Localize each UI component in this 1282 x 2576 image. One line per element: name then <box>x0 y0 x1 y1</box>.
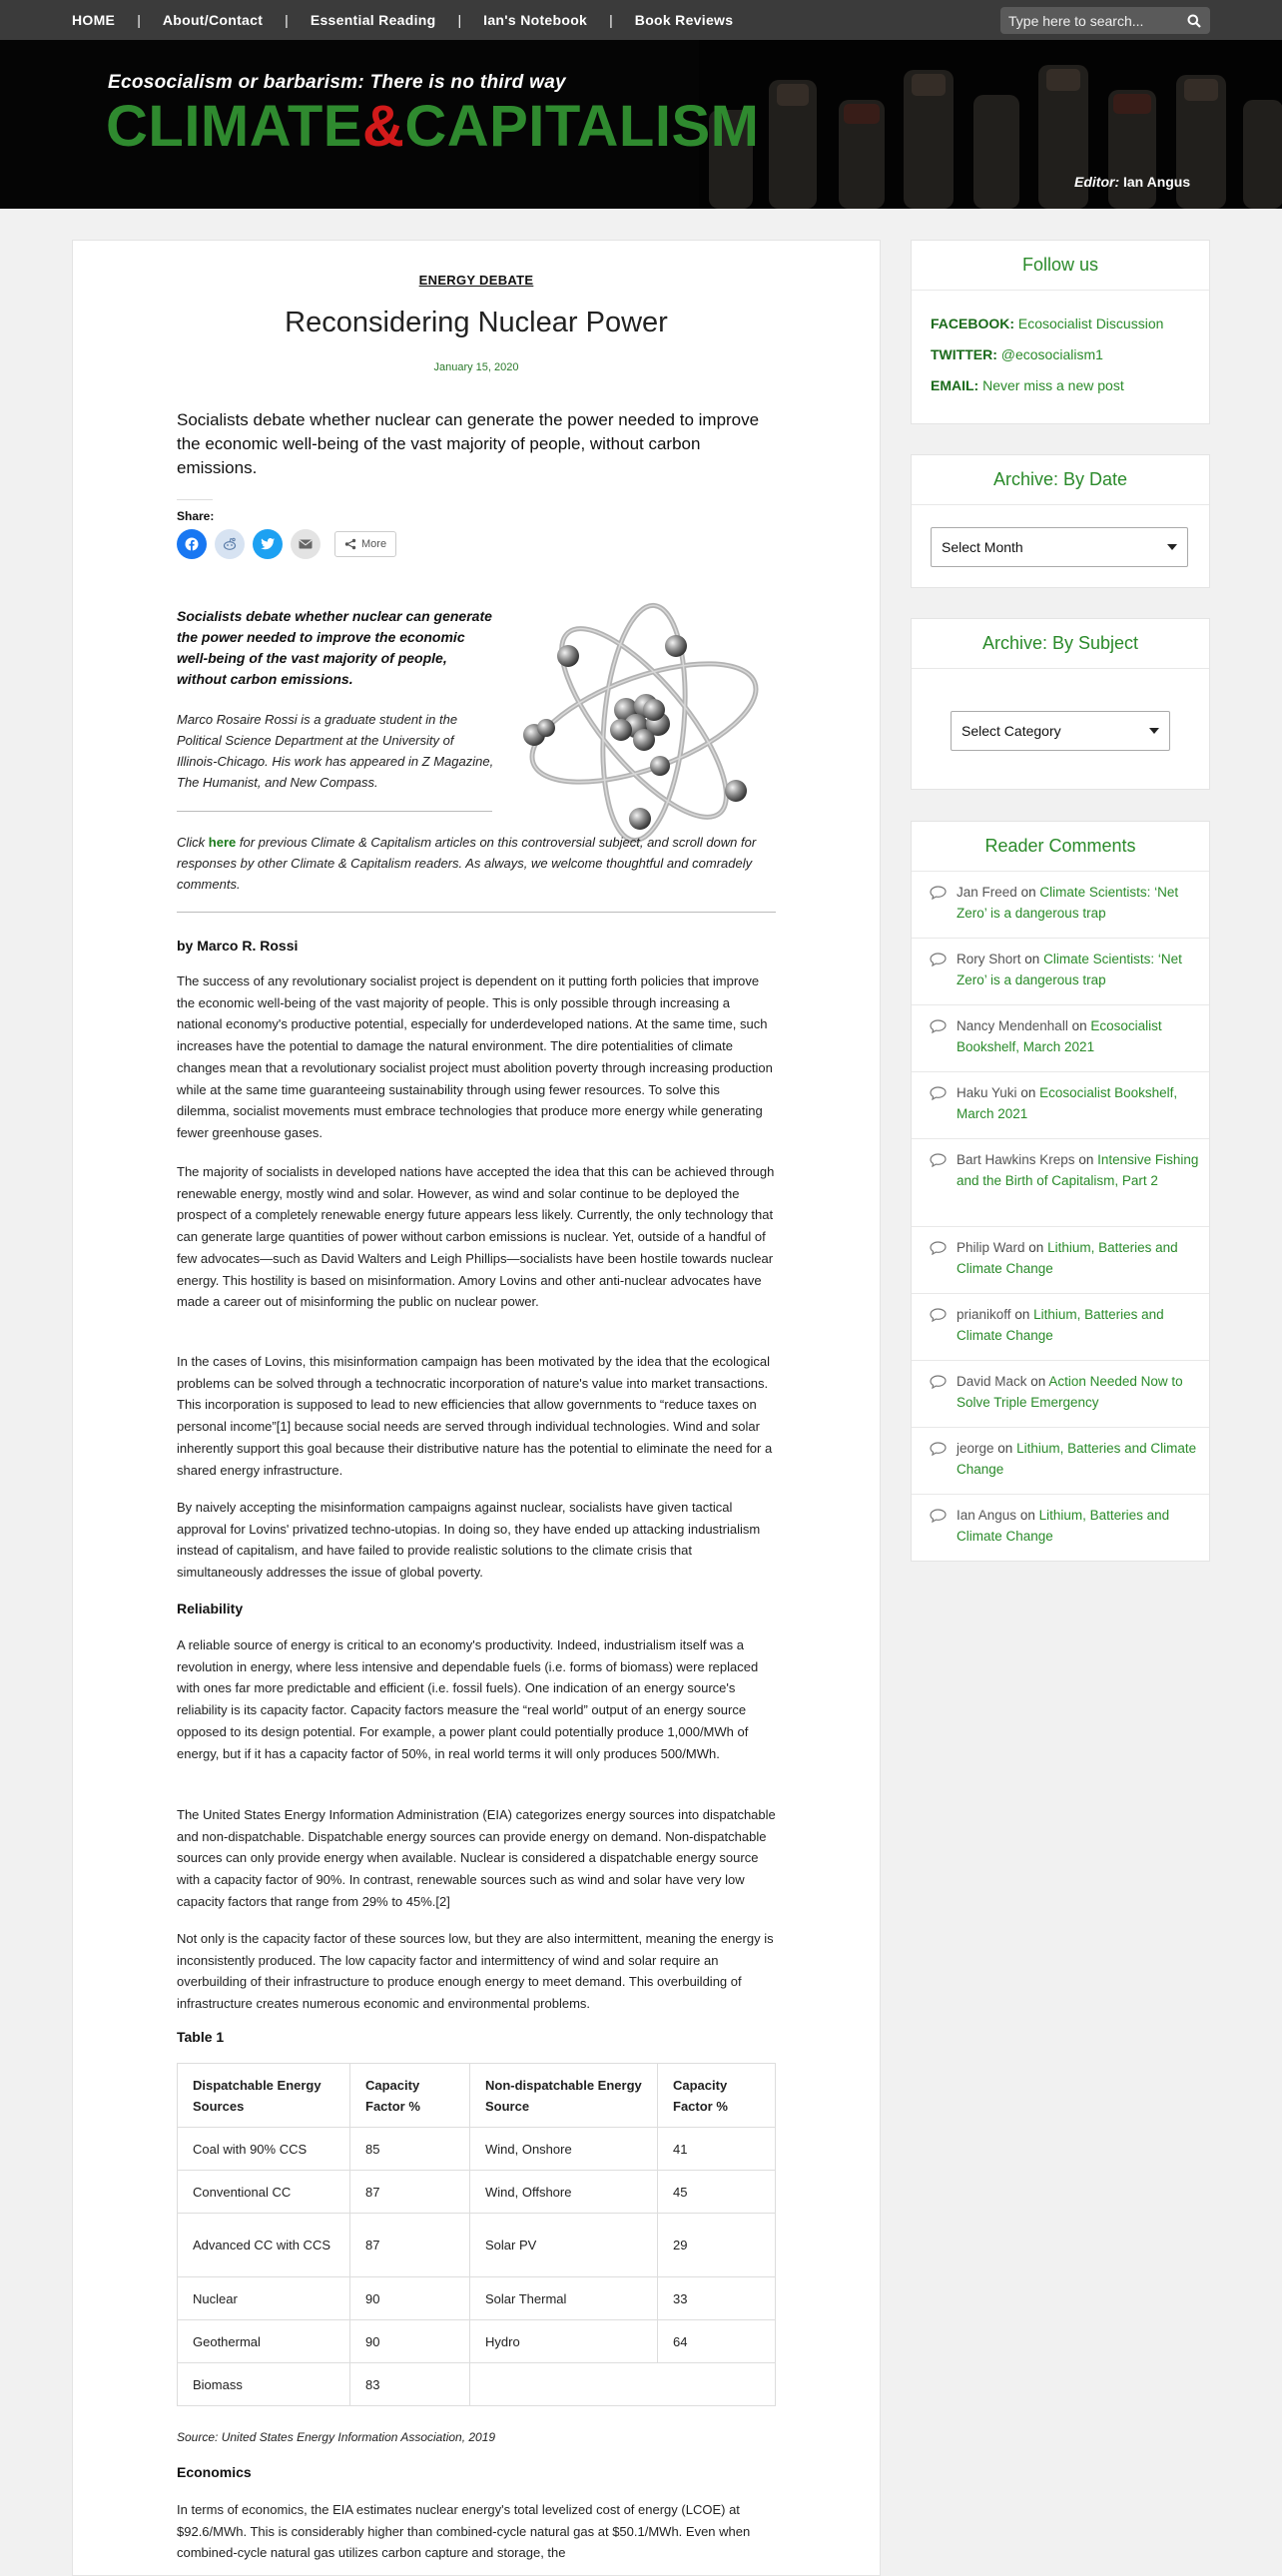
table-header-cell: Dispatchable Energy Sources <box>178 2064 350 2128</box>
article-date[interactable]: January 15, 2020 <box>433 361 519 373</box>
share-facebook-button[interactable] <box>177 529 207 559</box>
follow-links <box>912 291 1209 419</box>
comment-on-word: on <box>1020 885 1036 900</box>
comment-on-word: on <box>1014 1307 1030 1322</box>
comment-author: Nancy Mendenhall <box>957 1018 1068 1033</box>
comment-item <box>912 939 1209 1005</box>
editor-name: Ian Angus <box>1123 174 1191 190</box>
comment-author: Bart Hawkins Kreps <box>957 1152 1075 1167</box>
follow-email-label: EMAIL: <box>931 377 979 393</box>
comment-author: jeorge <box>957 1441 994 1456</box>
widget-title-archive-date: Archive: By Date <box>912 455 1209 505</box>
comment-on-word: on <box>1071 1018 1087 1033</box>
table-cell: Coal with 90% CCS <box>178 2128 350 2171</box>
paragraph-8: In terms of economics, the EIA estimates nuclear energy's total levelized cost of energy (LCOE) at $92.6/MWh. This is considerably higher than combined-cycle natural gas at $50.1/MWh. Even when combined-cycle natural gas utilizes carbon capture and storage, the <box>177 2502 751 2561</box>
follow-facebook <box>931 309 1190 339</box>
table-cell: Nuclear <box>178 2277 350 2320</box>
comment-bubble-icon <box>930 1509 947 1523</box>
comment-author: Philip Ward <box>957 1240 1025 1255</box>
table-cell: Solar Thermal <box>470 2277 658 2320</box>
intro-summary: Socialists debate whether nuclear can generate the power needed to improve the economic well-being of the vast majority of people, without carbon emissions. <box>177 608 492 687</box>
table-row <box>178 2128 776 2171</box>
category-select[interactable] <box>951 711 1170 751</box>
site-tagline: Ecosocialism or barbarism: There is no third way <box>108 72 566 93</box>
comment-author: Jan Freed <box>957 885 1017 900</box>
comment-post-link[interactable]: Climate Scientists: ‘Net Zero’ is a dangerous trap <box>957 952 1182 987</box>
chevron-down-icon <box>1149 728 1159 734</box>
comment-bubble-icon <box>930 1153 947 1167</box>
comment-post-link[interactable]: Intensive Fishing and the Birth of Capitalism, Part 2 <box>957 1152 1199 1188</box>
intro-divider <box>177 912 776 913</box>
follow-us-widget <box>911 240 1210 424</box>
table-row <box>178 2320 776 2363</box>
search-icon <box>1187 14 1201 28</box>
note-text-after: for previous Climate & Capitalism articles on this controversial subject, and scroll down for responses by other Climate & Capitalism readers. As always, we welcome thoughtful and comradely comments. <box>177 835 757 892</box>
table-header-cell: Capacity Factor % <box>658 2064 776 2128</box>
comment-post-link[interactable]: Action Needed Now to Solve Triple Emergency <box>957 1374 1183 1410</box>
share-email-button[interactable] <box>291 529 320 559</box>
table-header-cell: Non-dispatchable Energy Source <box>470 2064 658 2128</box>
table-cell: Advanced CC with CCS <box>178 2214 350 2277</box>
table-cell: 33 <box>658 2277 776 2320</box>
archive-by-subject-widget <box>911 618 1210 790</box>
bio-divider <box>177 811 492 812</box>
nav-separator: | <box>609 12 613 28</box>
comment-post-link[interactable]: Lithium, Batteries and Climate Change <box>957 1307 1164 1343</box>
nav-ians-notebook[interactable]: Ian's Notebook <box>483 12 588 28</box>
nav-book-reviews[interactable]: Book Reviews <box>634 12 734 28</box>
comment-item <box>912 872 1209 939</box>
paragraph-3: In the cases of Lovins, this misinformation campaign has been motivated by the idea that the ecological problems can be solved through a technocratic incorporation of nature's value into market transactions. This incorporation is supposed to lead to new efficiencies that allow governments to “reduce taxes on personal income”[1] because social needs are served through individual technologies. Wind and solar inherently support this goal because their distributive nature has the potential to eliminate the need for a shared energy infrastructure. <box>177 1354 773 1478</box>
comment-on-word: on <box>1019 1508 1035 1523</box>
paragraph-7: Not only is the capacity factor of these sources low, but they are also intermittent, meaning the energy is inconsistently produced. The low capacity factor and intermittency of wind and solar require an overbuilding of their infrastructure to produce enough energy to meet demand. This overbuilding of infrastructure creates numerous economic and environmental problems. <box>177 1931 774 2012</box>
share-reddit-button[interactable] <box>215 529 245 559</box>
nav-essential-reading[interactable]: Essential Reading <box>310 12 436 28</box>
chevron-down-icon <box>1167 544 1177 550</box>
table-cell: 83 <box>350 2363 470 2406</box>
comment-post-link[interactable]: Lithium, Batteries and Climate Change <box>957 1441 1197 1477</box>
comment-item <box>912 1227 1209 1294</box>
article-title: Reconsidering Nuclear Power <box>285 307 668 338</box>
share-more-button[interactable] <box>334 531 396 557</box>
table-cell: Conventional CC <box>178 2171 350 2214</box>
nav-home[interactable]: HOME <box>72 12 116 28</box>
comment-bubble-icon <box>930 1375 947 1389</box>
nav-separator: | <box>285 12 289 28</box>
follow-facebook-label: FACEBOOK: <box>931 316 1014 331</box>
month-select-value: Select Month <box>942 539 1023 555</box>
table-cell: Wind, Onshore <box>470 2128 658 2171</box>
capacity-factor-table <box>177 2063 776 2406</box>
comment-bubble-icon <box>930 1241 947 1255</box>
comment-item <box>912 1005 1209 1072</box>
comment-bubble-icon <box>930 1086 947 1100</box>
share-twitter-button[interactable] <box>253 529 283 559</box>
note-text-before: Click <box>177 835 209 850</box>
table-header-row <box>178 2064 776 2128</box>
article-category-link[interactable]: ENERGY DEBATE <box>418 273 534 288</box>
table-source: Source: United States Energy Information Association, 2019 <box>177 2430 496 2444</box>
follow-email <box>931 370 1190 401</box>
comment-bubble-icon <box>930 1019 947 1033</box>
logo-word-climate: CLIMATE <box>106 94 362 159</box>
comment-on-word: on <box>1078 1152 1094 1167</box>
reader-comments-widget <box>911 821 1210 1562</box>
comment-item <box>912 1294 1209 1361</box>
heading-economics: Economics <box>177 2464 252 2480</box>
main-menu <box>72 0 733 40</box>
table-cell: 90 <box>350 2320 470 2363</box>
paragraph-1: The success of any revolutionary socialist project is dependent on it putting forth policies that improve the economic well-being of the vast majority of people. This is only possible through increasing a national economy's productive potential, especially for underdeveloped nations. At the same time, such increases have the potential to damage the natural environment. The dire potentialities of climate changes mean that a revolutionary socialist project must abolition poverty through increasing production while at the same time guaranteeing sustainability through using fewer resources. To solve this dilemma, socialist movements must embrace technologies that produce more energy while generating fewer greenhouse gases. <box>177 973 773 1140</box>
comment-on-word: on <box>1024 952 1040 966</box>
table-cell: 64 <box>658 2320 776 2363</box>
follow-twitter-label: TWITTER: <box>931 346 997 362</box>
top-navigation <box>0 0 1282 40</box>
widget-title-archive-subject: Archive: By Subject <box>912 619 1209 669</box>
comment-item <box>912 1361 1209 1428</box>
comment-item <box>912 1139 1209 1227</box>
heading-reliability: Reliability <box>177 1601 244 1616</box>
comment-on-word: on <box>1030 1374 1046 1389</box>
share-label: Share: <box>177 509 215 523</box>
comment-bubble-icon <box>930 953 947 966</box>
paragraph-5: A reliable source of energy is critical to an economy's productivity. Indeed, industrialism itself was a revolution in energy, where less intensive and dependable fuels (i.e. forms of biomass) were replaced with ones far more predictable and efficient (i.e. fossil fuels). One indication of an energy source's reliability is its capacity factor. Capacity factors measure the “real world” output of an energy source opposed to its design potential. For example, a power plant could potentially produce 1,000/MWh of energy, but if it has a capacity factor of 50%, in real world terms it will only produces 500/MWh. <box>177 1637 759 1761</box>
paragraph-6: The United States Energy Information Administration (EIA) categorizes energy sources into dispatchable and non-dispatchable. Dispatchable energy sources can provide energy on demand. Non-dispatchable sources can only provide energy when available. Nuclear is considered a dispatchable energy source with a capacity factor of 90%. In contrast, renewable sources such as wind and solar have very low capacity factors that range from 29% to 45%.[2] <box>177 1807 776 1909</box>
share-more-label: More <box>361 538 387 550</box>
comment-post-link[interactable]: Ecosocialist Bookshelf, March 2021 <box>957 1018 1162 1054</box>
share-icon <box>344 538 356 550</box>
comment-author: Rory Short <box>957 952 1021 966</box>
follow-twitter <box>931 339 1190 370</box>
twitter-icon <box>261 538 275 550</box>
search-button[interactable] <box>1178 7 1210 34</box>
table-row <box>178 2363 776 2406</box>
comment-post-link[interactable]: Lithium, Batteries and Climate Change <box>957 1508 1170 1544</box>
table-cell: 87 <box>350 2171 470 2214</box>
search-box <box>1000 7 1210 34</box>
comment-author: David Mack <box>957 1374 1027 1389</box>
previous-articles-note <box>177 832 776 895</box>
author-bio: Marco Rosaire Rossi is a graduate student in the Political Science Department at the University of Illinois-Chicago. His work has appeared in Z Magazine, The Humanist, and New Compass. <box>177 712 494 790</box>
table-row <box>178 2214 776 2277</box>
table-cell: Solar PV <box>470 2214 658 2277</box>
search-input[interactable] <box>1008 7 1178 34</box>
table-cell: Wind, Offshore <box>470 2171 658 2214</box>
table-title: Table 1 <box>177 2029 225 2045</box>
comment-on-word: on <box>1028 1240 1044 1255</box>
comment-bubble-icon <box>930 1442 947 1456</box>
article-byline: by Marco R. Rossi <box>177 938 299 954</box>
table-row <box>178 2171 776 2214</box>
comment-bubble-icon <box>930 886 947 900</box>
comment-post-link[interactable]: Climate Scientists: ‘Net Zero’ is a dangerous trap <box>957 885 1179 921</box>
table-cell: Geothermal <box>178 2320 350 2363</box>
follow-email-link[interactable]: Never miss a new post <box>982 377 1124 393</box>
paragraph-4: By naively accepting the misinformation campaigns against nuclear, socialists have given tactical approval for Lovins' privatized techno-utopias. In doing so, they have ended up attacking industrialism instead of capitalism, and have failed to provide realistic solutions to the climate crisis that simultaneously addresses the issue of global poverty. <box>177 1500 761 1581</box>
reddit-icon <box>222 536 238 552</box>
follow-twitter-link[interactable]: @ecosocialism1 <box>1000 346 1103 362</box>
comment-author: Ian Angus <box>957 1508 1017 1523</box>
comment-bubble-icon <box>930 1308 947 1322</box>
article-container <box>72 240 881 2576</box>
table-row <box>178 2277 776 2320</box>
comment-list <box>912 872 1209 1562</box>
nav-separator: | <box>137 12 141 28</box>
table-cell: 29 <box>658 2214 776 2277</box>
table-cell: 45 <box>658 2171 776 2214</box>
logo-word-capitalism: CAPITALISM <box>404 94 760 159</box>
comment-author: prianikoff <box>957 1307 1011 1322</box>
comment-item <box>912 1495 1209 1562</box>
table-cell: 85 <box>350 2128 470 2171</box>
category-select-value: Select Category <box>962 723 1061 739</box>
site-logo[interactable] <box>106 94 760 159</box>
table-cell: 41 <box>658 2128 776 2171</box>
share-buttons <box>177 529 396 559</box>
email-icon <box>299 539 313 549</box>
comment-post-link[interactable]: Lithium, Batteries and Climate Change <box>957 1240 1178 1276</box>
nav-about-contact[interactable]: About/Contact <box>162 12 264 28</box>
previous-articles-link[interactable]: here <box>208 835 237 850</box>
editor-credit <box>1074 174 1190 190</box>
table-cell-empty <box>470 2363 776 2406</box>
share-divider <box>177 499 213 500</box>
table-cell: 90 <box>350 2277 470 2320</box>
table-cell: Biomass <box>178 2363 350 2406</box>
comment-author: Haku Yuki <box>957 1085 1017 1100</box>
comment-post-link[interactable]: Ecosocialist Bookshelf, March 2021 <box>957 1085 1178 1121</box>
table-cell: Hydro <box>470 2320 658 2363</box>
widget-title-follow: Follow us <box>912 241 1209 291</box>
article-lede: Socialists debate whether nuclear can generate the power needed to improve the economic well-being of the vast majority of people, without carbon emissions. <box>177 410 760 477</box>
comment-item <box>912 1072 1209 1139</box>
archive-by-date-widget <box>911 454 1210 588</box>
comment-on-word: on <box>997 1441 1013 1456</box>
comment-on-word: on <box>1020 1085 1036 1100</box>
month-select[interactable] <box>931 527 1188 567</box>
editor-label: Editor: <box>1074 174 1120 190</box>
site-header <box>0 40 1282 209</box>
paragraph-2: The majority of socialists in developed nations have accepted the idea that this can be achieved through renewable energy, mostly wind and solar. However, as wind and solar continue to be deployed the prospect of a completely renewable energy future appears less likely. Currently, the only technology that can generate large quantities of power without carbon emissions is nuclear. Yet, outside of a handful of few advocates—such as David Walters and Leigh Phillips—socialists have been hostile towards nuclear energy. This hostility is based on misinformation. Amory Lovins and other anti-nuclear advocates have made a career out of misinforming the public on nuclear power. <box>177 1164 775 1310</box>
share-section <box>177 499 776 550</box>
table-cell: 87 <box>350 2214 470 2277</box>
raised-fists-illustration <box>699 40 1282 209</box>
atom-illustration <box>516 598 776 848</box>
table-header-cell: Capacity Factor % <box>350 2064 470 2128</box>
comment-item <box>912 1428 1209 1495</box>
facebook-icon <box>185 537 199 551</box>
logo-ampersand: & <box>361 94 405 159</box>
follow-facebook-link[interactable]: Ecosocialist Discussion <box>1017 316 1164 331</box>
nav-separator: | <box>457 12 462 28</box>
widget-title-comments: Reader Comments <box>912 822 1209 872</box>
